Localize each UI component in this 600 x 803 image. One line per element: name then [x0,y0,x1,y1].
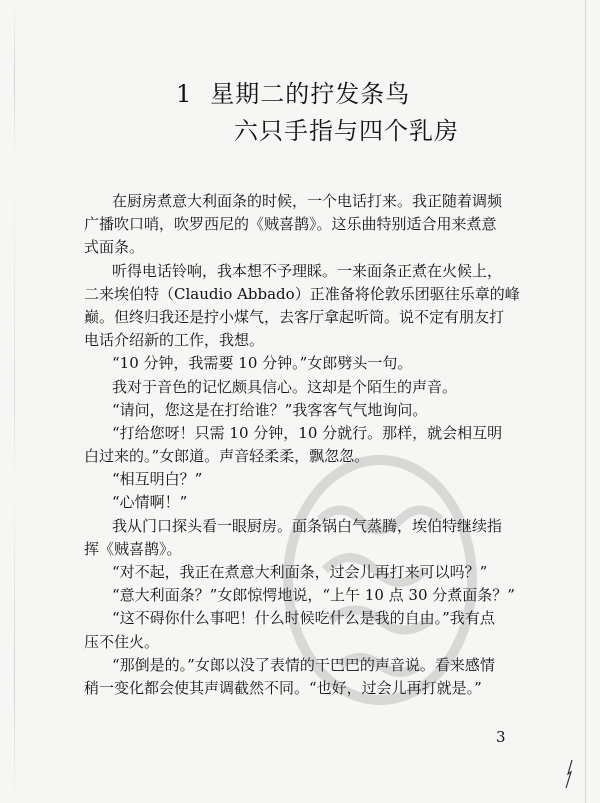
body-line: 稍一变化都会使其声调截然不同。“也好，过会儿再打就是。” [84,678,482,697]
body-line: 广播吹口哨，吹罗西尼的《贼喜鹊》。这乐曲特别适合用来煮意 [84,215,497,234]
body-line: 我从门口探头看一眼厨房。面条锅白气蒸腾，埃伯特继续指 [112,516,503,535]
body-line: 式面条。 [84,238,145,257]
body-line: 我对于音色的记忆颇具信心。这却是个陌生的声音。 [112,377,458,396]
body-line: 电话介绍新的工作，我想。 [84,331,265,350]
body-line: “心情啊！” [112,493,188,512]
pen-scribble-mark [560,758,578,790]
page-binding-shadow [14,0,15,803]
body-line: “打给您呀！只需 10 分钟，10 分就行。那样，就会相互明 [112,423,503,442]
body-line: “这不碍你什么事吧！什么时候吃什么是我的自由。”我有点 [112,609,495,628]
body-line: 挥《贼喜鹊》。 [84,539,182,558]
body-line: “意大利面条？”女郎惊愕地说，“上午 10 点 30 分煮面条？” [112,586,515,605]
page-number: 3 [496,728,506,746]
body-line: 二来埃伯特（Claudio Abbado）正准备将伦敦乐团驱往乐章的峰 [84,284,520,303]
body-line: “对不起，我正在煮意大利面条，过会儿再打来可以吗？” [112,563,488,581]
chapter-number: 1 [176,80,193,108]
body-line: “请问，您这是在打给谁？”我客客气气地询问。 [112,400,428,419]
body-line: 听得电话铃响，我本想不予理睬。一来面条正煮在火候上， [112,261,503,280]
body-line: 压不住火。 [84,632,160,651]
body-line: “10 分钟，我需要 10 分钟。”女郎劈头一句。 [112,354,413,373]
body-line: 在厨房煮意大利面条的时候，一个电话打来。我正随着调频 [112,192,503,210]
body-line: 白过来的。”女郎道。声音轻柔柔，飘忽忽。 [84,447,370,466]
chapter-title-line-1: 星期二的拧发条鸟 [210,80,411,108]
chapter-title-line-2: 六只手指与四个乳房 [234,117,459,145]
body-line: “相互明白？” [112,470,203,489]
chapter-body-text [84,190,520,700]
page-edge-line [585,0,586,803]
body-line: 巅。但终归我还是拧小煤气，去客厅拿起听筒。说不定有朋友打 [84,307,505,326]
chapter-heading-line-1 [176,74,410,109]
body-line: “那倒是的。”女郎以没了表情的干巴巴的声音说。看来感情 [112,655,495,674]
